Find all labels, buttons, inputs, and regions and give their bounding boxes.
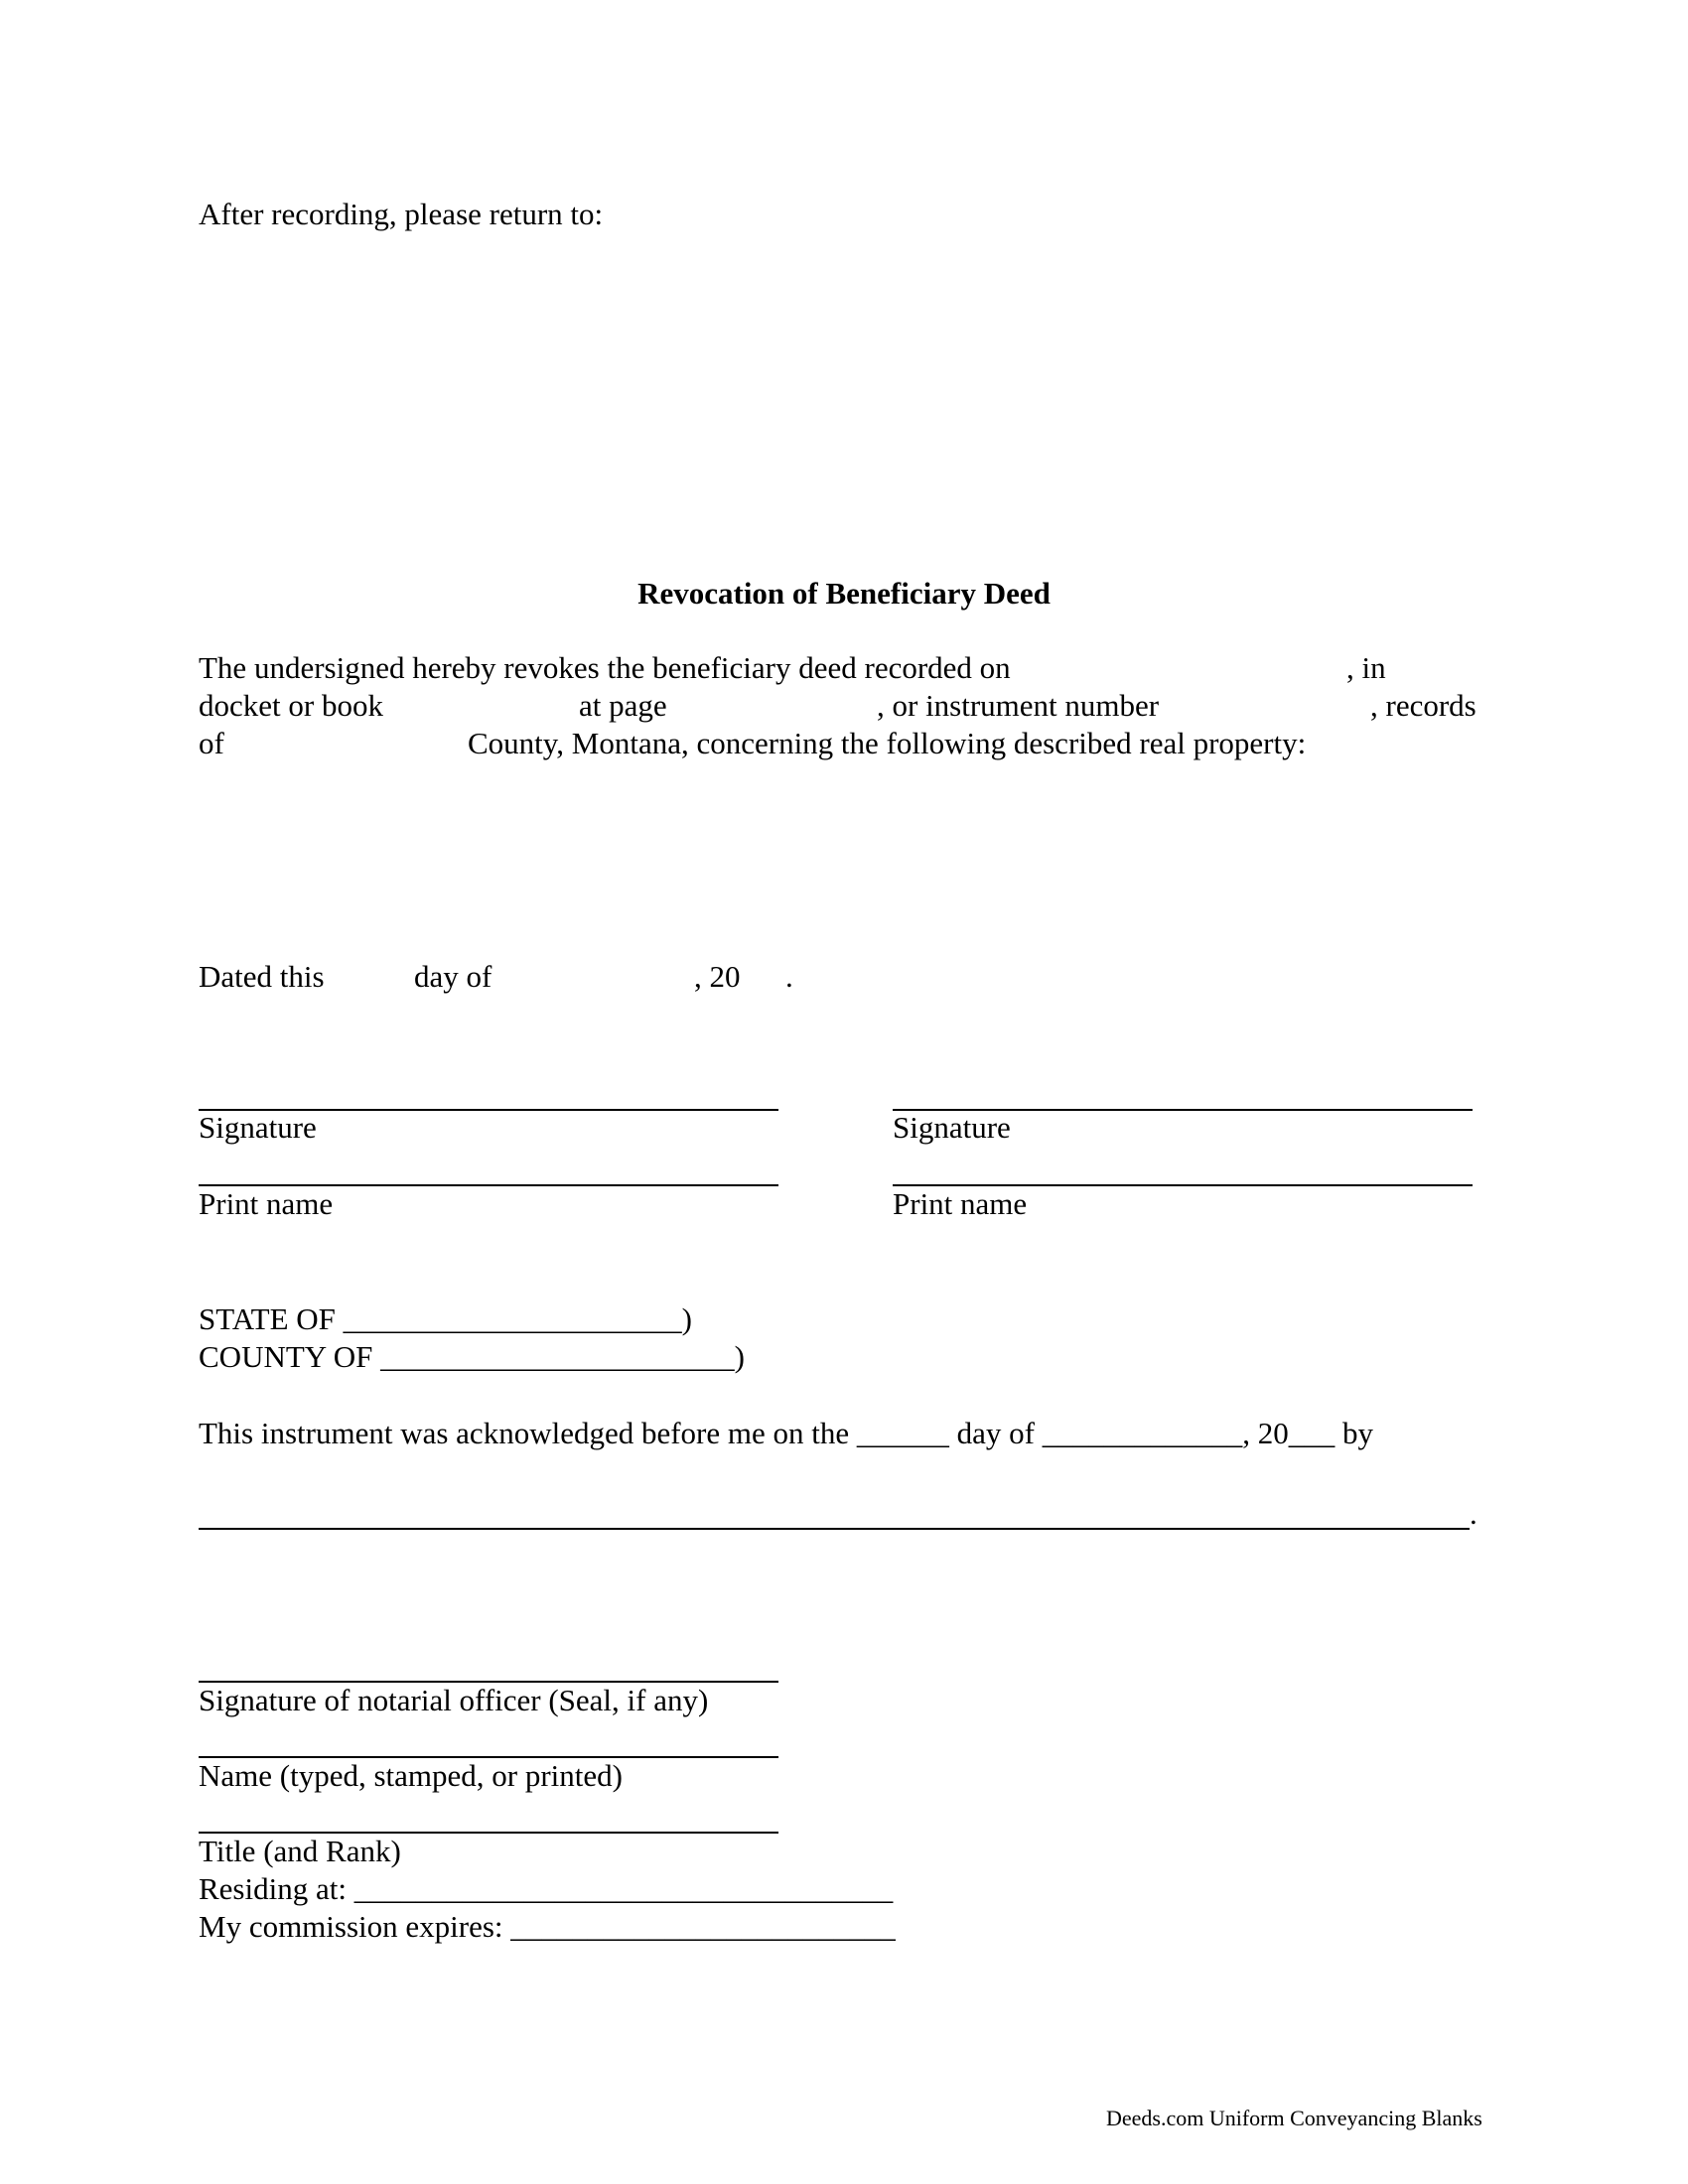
acknowledgment-line: This instrument was acknowledged before me on the ______ day of _____________, 20___ by bbox=[199, 1416, 1373, 1450]
body-records-label: , records bbox=[1370, 688, 1477, 723]
officer-title-label: Title (and Rank) bbox=[199, 1834, 401, 1868]
left-print-label: Print name bbox=[199, 1186, 334, 1221]
residing-at-line: Residing at: ___________________________________ bbox=[199, 1871, 894, 1906]
page-footer: Deeds.com Uniform Conveyancing Blanks bbox=[1106, 2106, 1482, 2130]
body-line-1-end: , in bbox=[1346, 650, 1386, 685]
right-print-label: Print name bbox=[893, 1186, 1028, 1221]
document-title: Revocation of Beneficiary Deed bbox=[637, 576, 1051, 611]
left-signature-label: Signature bbox=[199, 1110, 317, 1145]
body-docket-label: docket or book bbox=[199, 688, 383, 723]
acknowledged-by-line bbox=[199, 1528, 1470, 1530]
body-at-page-label: at page bbox=[579, 688, 667, 723]
dated-this-label: Dated this bbox=[199, 959, 325, 994]
notary-county-line: COUNTY OF _______________________) bbox=[199, 1339, 745, 1374]
notary-state-line: STATE OF ______________________) bbox=[199, 1301, 692, 1336]
officer-signature-label: Signature of notarial officer (Seal, if any) bbox=[199, 1683, 709, 1717]
body-county-line: County, Montana, concerning the following described real property: bbox=[468, 726, 1307, 760]
body-line-1-start: The undersigned hereby revokes the beneficiary deed recorded on bbox=[199, 650, 1011, 685]
body-of-label: of bbox=[199, 726, 224, 760]
return-address-label: After recording, please return to: bbox=[199, 197, 604, 231]
acknowledged-by-period: . bbox=[1470, 1496, 1477, 1531]
commission-expires-line: My commission expires: _________________________ bbox=[199, 1909, 896, 1944]
day-of-label: day of bbox=[414, 959, 492, 994]
officer-name-label: Name (typed, stamped, or printed) bbox=[199, 1758, 623, 1793]
body-instrument-label: , or instrument number bbox=[877, 688, 1160, 723]
dated-period: . bbox=[785, 959, 793, 994]
right-signature-label: Signature bbox=[893, 1110, 1011, 1145]
year-prefix-label: , 20 bbox=[694, 959, 741, 994]
